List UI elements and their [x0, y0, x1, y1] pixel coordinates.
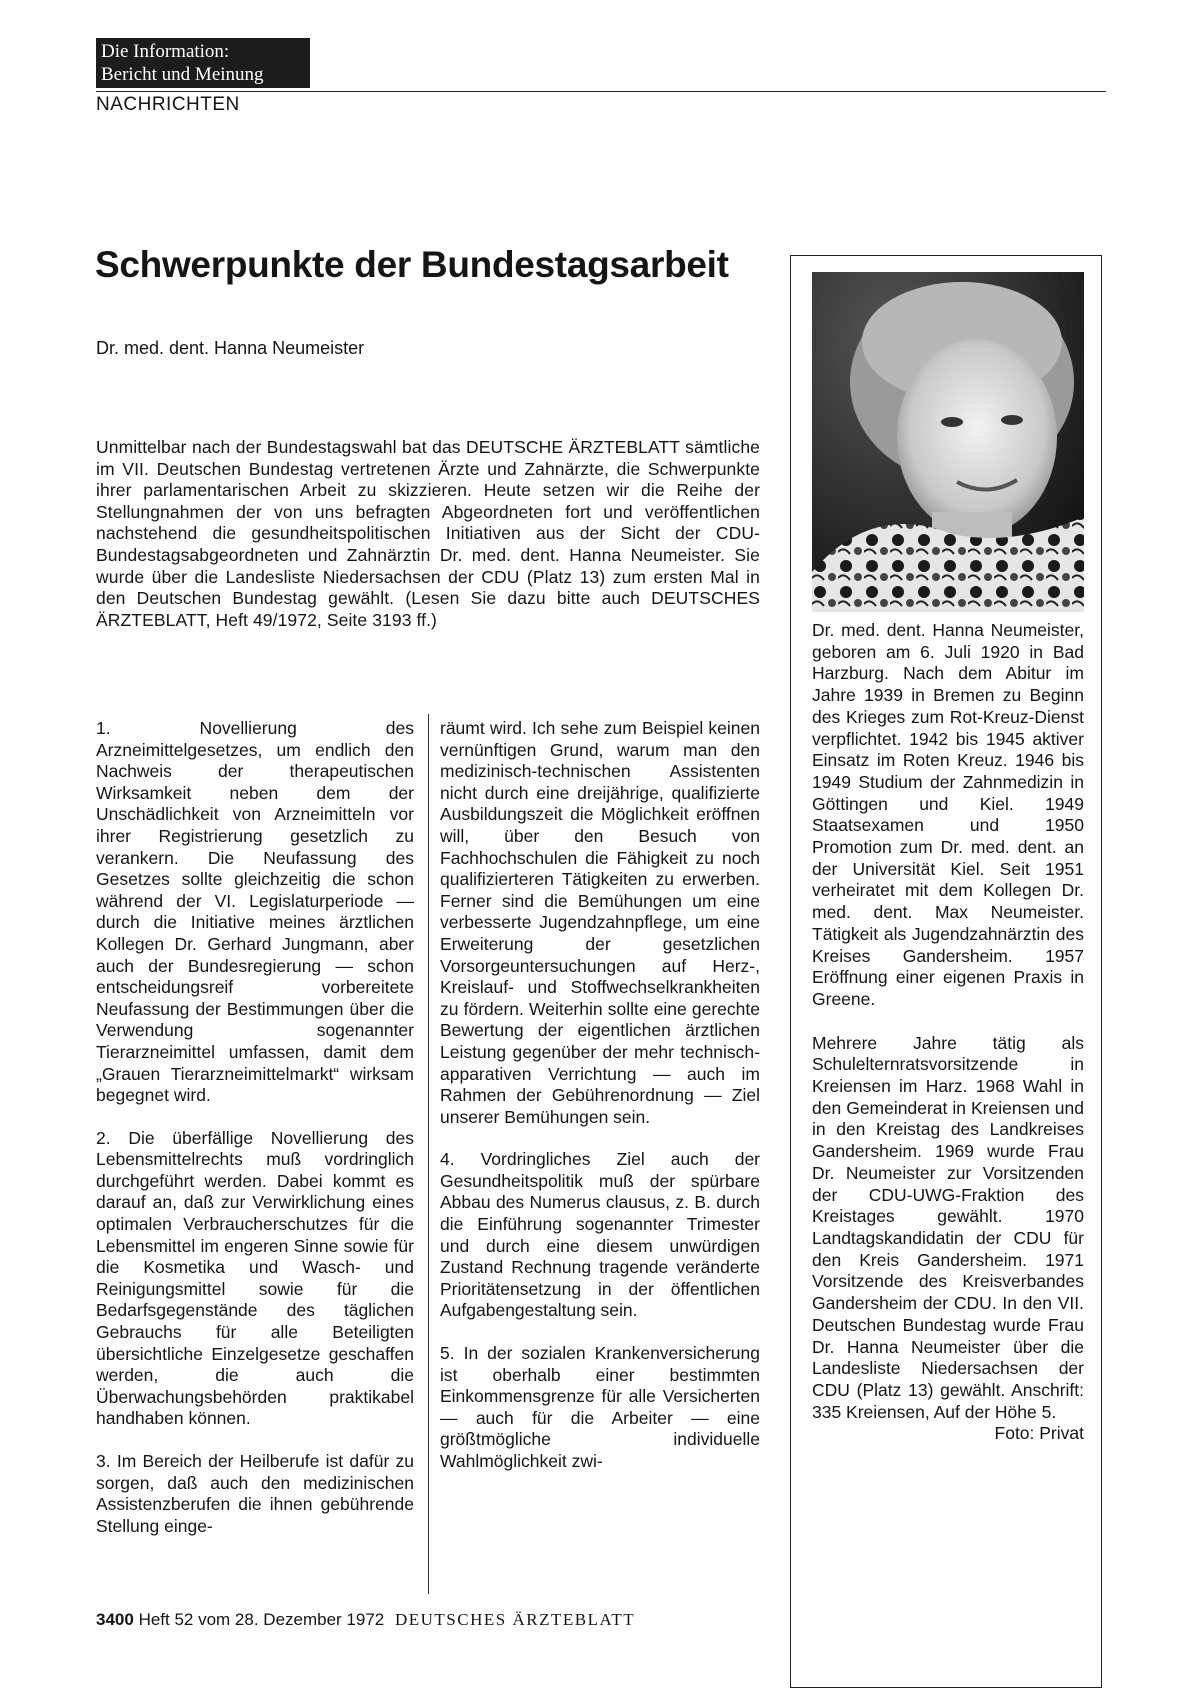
- article-column-1: [96, 718, 414, 1558]
- bio-paragraph-text: Mehrere Jahre tätig als Schulelternratsvorsitzende in Kreiensen im Harz. 1968 Wahl in den Gemeinderat in Kreiensen und in den Kreistag des Landkreises Gandersheim. 1969 wurde Frau Dr. Neumeister zur Vorsitzenden der CDU-UWG-Fraktion des Kreistages gewählt. 1970 Landtagskandidatin der CDU für den Kreis Gandersheim. 1971 Vorsitzende des Kreisverbandes Gandersheim der CDU. In den VII. Deutschen Bundestag wurde Frau Dr. Hanna Neumeister über die Landesliste Niedersachsen der CDU (Platz 13) gewählt. Anschrift: 335 Kreiensen, Auf der Höhe 5.: [812, 1032, 1084, 1422]
- paragraph: 2. Die überfällige Novellierung des Lebensmittelrechts muß vordringlich durchgeführt werden. Dabei kommt es darauf an, daß zur Verwirklichung eines optimalen Verbraucherschutzes für die Lebensmittel im engeren Sinne sowie für die Kosmetika und Wasch- und Reinigungsmittel sowie für die Bedarfsgegenstände des täglichen Gebrauchs für alle Beteiligten übersichtliche Einzelgesetze geschaffen werden, die auch die Überwachungsbehörden praktikabel handhaben können.: [96, 1127, 414, 1429]
- paragraph: 4. Vordringliches Ziel auch der Gesundheitspolitik muß der spürbare Abbau des Numerus clausus, z. B. durch die Einführung sogenannter Trimester und durch eine diesem unwürdigen Zustand Rechnung tragende veränderte Prioritätensetzung in der öffentlichen Aufgabengestaltung sein.: [440, 1149, 760, 1321]
- bio-paragraph: [812, 1032, 1084, 1444]
- paragraph: 1. Novellierung des Arzneimittelgesetzes, um endlich den Nachweis der therapeutischen Wirksamkeit neben dem der Unschädlichkeit von Arzneimitteln vor ihrer Registrierung gesetzlich zu verankern. Die Neufassung des Gesetzes sollte gleichzeitig die schon während der VI. Legislaturperiode — durch die Initiative meines ärztlichen Kollegen Dr. Gerhard Jungmann, aber auch der Bundesregierung — schon entscheidungsreif vorbereitete Neufassung der Bestimmungen über die Verwendung sogenannter Tierarzneimittel umfassen, damit dem „Grauen Tierarzneimittelmarkt“ wirksam begegnet wird.: [96, 718, 414, 1106]
- photo-credit: Foto: Privat: [994, 1423, 1084, 1444]
- paragraph: 5. In der sozialen Krankenversicherung ist oberhalb einer bestimmten Einkommensgrenze für alle Versicherten — auch für die Arbeiter — eine größtmögliche individuelle Wahlmöglichkeit zwi-: [440, 1343, 760, 1471]
- page-title: Schwerpunkte der Bundestagsarbeit: [95, 244, 729, 285]
- section-label: NACHRICHTEN: [96, 94, 240, 115]
- bio-text: [812, 620, 1084, 1445]
- issue-date: Heft 52 vom 28. Dezember 1972: [138, 1610, 385, 1629]
- intro-paragraph: Unmittelbar nach der Bundestagswahl bat das DEUTSCHE ÄRZTEBLATT sämtliche im VII. Deutschen Bundestag vertretenen Ärzte und Zahnärzte, die Schwerpunkte ihrer parlamentarischen Arbeit zu skizzieren. Heute setzen wir die Reihe der Stellungnahmen der von uns befragten Abgeordneten fort und veröffentlichen nachstehend die gesundheitspolitischen Initiativen aus der Sicht der CDU-Bundestagsabgeordneten und Zahnärztin Dr. med. dent. Hanna Neumeister. Sie wurde über die Landesliste Niedersachsen der CDU (Platz 13) zum ersten Mal in den Deutschen Bundestag gewählt. (Lesen Sie dazu bitte auch DEUTSCHES ÄRZTEBLATT, Heft 49/1972, Seite 3193 ff.): [96, 437, 760, 630]
- bio-paragraph: Dr. med. dent. Hanna Neumeister, geboren am 6. Juli 1920 in Bad Harzburg. Nach dem Abitur im Jahre 1939 in Bremen zu Beginn des Krieges zum Rot-Kreuz-Dienst verpflichtet. 1942 bis 1945 aktiver Einsatz im Roten Kreuz. 1946 bis 1949 Studium der Zahnmedizin in Göttingen und Kiel. 1949 Staatsexamen und 1950 Promotion zum Dr. med. dent. an der Universität Kiel. Seit 1951 verheiratet mit dem Kollegen Dr. med. dent. Max Neumeister. Tätigkeit als Jugendzahnärztin des Kreises Gandersheim. 1957 Eröffnung einer eigenen Praxis in Greene.: [812, 620, 1084, 1009]
- portrait-photo-icon: [812, 272, 1084, 612]
- portrait-photo: [812, 272, 1084, 612]
- section-divider: [96, 91, 1106, 92]
- author-byline: Dr. med. dent. Hanna Neumeister: [96, 338, 365, 358]
- paragraph: räumt wird. Ich sehe zum Beispiel keinen vernünftigen Grund, warum man den medizinisch-technischen Assistenten nicht durch eine dreijährige, qualifizierte Ausbildungszeit die Möglichkeit eröffnen will, über den Besuch von Fachhochschulen die Fähigkeit zu noch qualifizierteren Tätigkeiten zu erwerben. Ferner sind die Bemühungen um eine verbesserte Jugendzahnpflege, um eine Erweiterung der gesetzlichen Vorsorgeuntersuchungen auf Herz-, Kreislauf- und Stoffwechselkrankheiten zu fördern. Weiterhin sollte eine gerechte Bewertung der eigentlichen ärztlichen Leistung gegenüber der mehr technisch-apparativen Verrichtung — auch im Rahmen der Gebührenordnung — Ziel unserer Bemühungen sein.: [440, 718, 760, 1127]
- column-divider: [428, 714, 429, 1594]
- publication-name: DEUTSCHES ÄRZTEBLATT: [394, 1610, 636, 1629]
- page-footer: [96, 1610, 635, 1630]
- masthead-logo: [96, 38, 310, 88]
- paragraph: 3. Im Bereich der Heilberufe ist dafür zu sorgen, daß auch den medizinischen Assistenzberufen die ihnen gebührende Stellung einge-: [96, 1451, 414, 1536]
- page-number: 3400: [96, 1610, 134, 1629]
- masthead-line-2: Bericht und Meinung: [101, 64, 264, 85]
- masthead-line-1: Die Information:: [101, 41, 230, 62]
- article-column-2: [440, 718, 760, 1494]
